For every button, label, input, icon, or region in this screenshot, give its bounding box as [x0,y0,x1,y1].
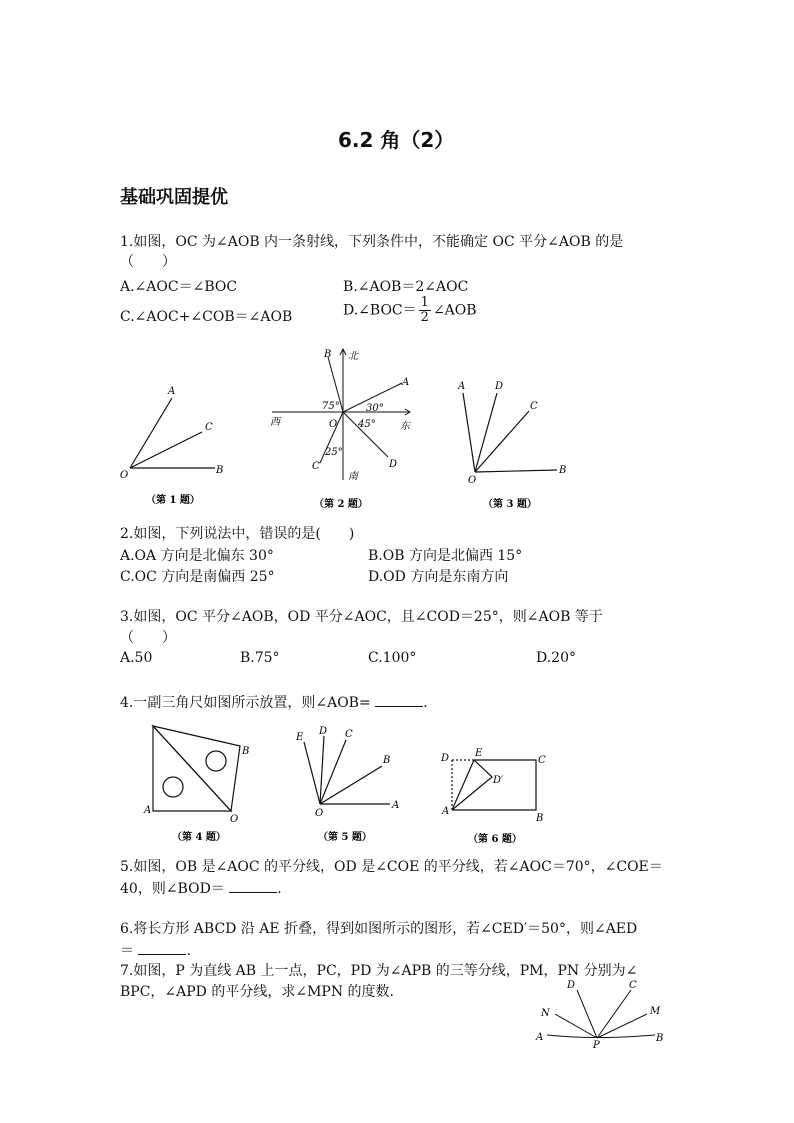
ray-oe [304,742,320,804]
page-title: 6.2 角（2） [338,128,455,152]
fig1-caption: （第 1 题） [146,495,200,506]
fig7-label-d: D [567,980,576,991]
fig1-label-b: B [216,465,224,476]
figure-6 [436,745,556,849]
triangle-ruler-2 [153,726,240,811]
fig4-caption: （第 4 题） [172,832,226,843]
ray-oa [463,393,475,472]
folded-triangle [452,760,492,810]
fig6-label-d: D [441,753,450,764]
ray-pd [577,990,597,1038]
q6-answer-blank[interactable] [138,940,186,955]
q6-line2 [120,940,191,962]
ray-pm [597,1014,647,1038]
figure-7 [535,978,675,1050]
fig7-label-m: M [650,1006,661,1017]
fig1-label-c: C [205,422,213,433]
fig2-caption: （第 2 题） [314,499,368,510]
fig2-south: 南 [348,471,358,482]
q5-end: . [277,881,282,897]
fig3-label-o: O [468,475,477,486]
q2-option-a: A.OA 方向是北偏东 30° [120,548,274,564]
fig5-caption: （第 5 题） [318,832,372,843]
q4-answer-blank[interactable] [375,692,423,707]
section-heading: 基础巩固提优 [120,187,228,208]
q5-line2 [120,878,282,900]
fig5-label-d: D [319,726,328,737]
q1-option-d [343,296,477,325]
q6-text: ＝ [120,943,134,959]
q3-option-c: C.100° [368,650,417,666]
ruler-hole-1 [163,777,183,797]
fig2-label-o: O [329,419,338,430]
fig2-label-d: D [389,459,398,470]
q3-stem: 3.如图，OC 平分∠AOB，OD 平分∠AOC，且∠COD＝25°，则∠AOB 等于 [120,609,603,625]
ray-ob [320,766,382,804]
ruler-hole-2 [206,751,226,771]
figure-1 [110,370,240,515]
fig2-east: 东 [400,421,410,432]
fraction-numerator: 1 [420,295,429,310]
fig1-label-a: A [168,386,176,397]
fig5-label-b: B [383,755,391,766]
q5-answer-blank[interactable] [229,878,277,893]
fig2-angle-25: 25° [325,447,343,458]
fig2-west: 西 [270,417,280,428]
q1-option-a: A.∠AOC＝∠BOC [120,279,238,295]
fig2-north: 北 [348,351,358,362]
fig7-label-b: B [656,1033,664,1044]
q5-line1: 5.如图，OB 是∠AOC 的平分线，OD 是∠COE 的平分线，若∠AOC＝70°，∠COE＝ [120,859,663,875]
fold-line-ae [452,760,474,810]
q3-option-b: B.75° [240,650,280,666]
q3-paren: （ ） [120,630,176,646]
fig4-label-a: A [144,805,152,816]
q7-line1: 7.如图，P 为直线 AB 上一点，PC，PD 为∠APB 的三等分线，PM，PN 分别为∠ [120,963,638,979]
q4-end: . [423,695,428,711]
ray-ob [475,470,557,472]
fig2-angle-30: 30° [366,403,384,414]
fig5-label-c: C [345,729,353,740]
fig7-label-p: P [593,1040,600,1051]
q7-line2: BPC，∠APD 的平分线，求∠MPN 的度数. [120,984,394,1000]
q1-option-c: C.∠AOC+∠COB＝∠AOB [120,309,293,325]
fig3-label-b: B [559,465,567,476]
fig4-label-o: O [230,814,239,825]
fig6-caption: （第 6 题） [468,834,522,845]
q3-option-a: A.50 [120,650,153,666]
fig6-label-d-prime: D′ [493,775,504,786]
figure-5 [290,722,410,848]
fig7-label-c: C [629,980,637,991]
figure-4 [136,718,266,848]
fraction-denominator: 2 [420,310,429,325]
q1-paren: （ ） [120,254,176,270]
fig2-label-c: C [312,461,320,472]
fig3-label-a: A [458,381,466,392]
fig4-label-b: B [242,746,250,757]
q4-stem [120,692,428,714]
q2-option-c: C.OC 方向是南偏西 25° [120,569,275,585]
ray-pn [555,1014,597,1038]
fig6-label-c: C [538,755,546,766]
q2-stem: 2.如图，下列说法中，错误的是( ) [120,526,355,542]
fig2-angle-45: 45° [358,419,376,430]
fig2-label-a: A [402,377,410,388]
fraction-one-half [419,296,431,325]
fig2-angle-75: 75° [322,401,340,412]
fig2-label-b: B [324,349,332,360]
q1-option-b: B.∠AOB＝2∠AOC [343,279,469,295]
figure-2 [262,345,422,515]
q2-option-b: B.OB 方向是北偏西 15° [368,548,523,564]
fig3-label-c: C [530,401,538,412]
fig3-caption: （第 3 题） [483,499,537,510]
fig6-label-b: B [536,813,544,824]
ray-oc [320,740,346,804]
fig5-label-e: E [296,732,304,743]
fig1-label-o: O [120,470,129,481]
q1-option-d-tail: ∠AOB [432,302,477,319]
q6-line1: 6.将长方形 ABCD 沿 AE 折叠，得到如图所示的图形，若∠CED′＝50°，则∠AED [120,921,638,937]
q1-stem: 1.如图，OC 为∠AOB 内一条射线，下列条件中，不能确定 OC 平分∠AOB 的是 [120,234,624,250]
fig5-label-o: O [315,808,324,819]
ray-od [320,736,324,804]
fig3-label-d: D [495,381,504,392]
fig7-label-n: N [541,1008,550,1019]
fig5-label-a: A [392,800,400,811]
q2-option-d: D.OD 方向是东南方向 [368,569,509,585]
q1-option-d-label: D.∠BOC＝ [343,302,417,319]
q5-text: 40，则∠BOD＝ [120,881,225,897]
q3-option-d: D.20° [536,650,576,666]
ray-pc [597,990,631,1038]
q6-end: . [186,943,191,959]
fig6-label-e: E [475,748,483,759]
fig7-label-a: A [536,1032,544,1043]
fig6-label-a: A [442,806,450,817]
figure-3 [455,375,585,515]
q4-text: 4.一副三角尺如图所示放置，则∠AOB= [120,695,371,711]
